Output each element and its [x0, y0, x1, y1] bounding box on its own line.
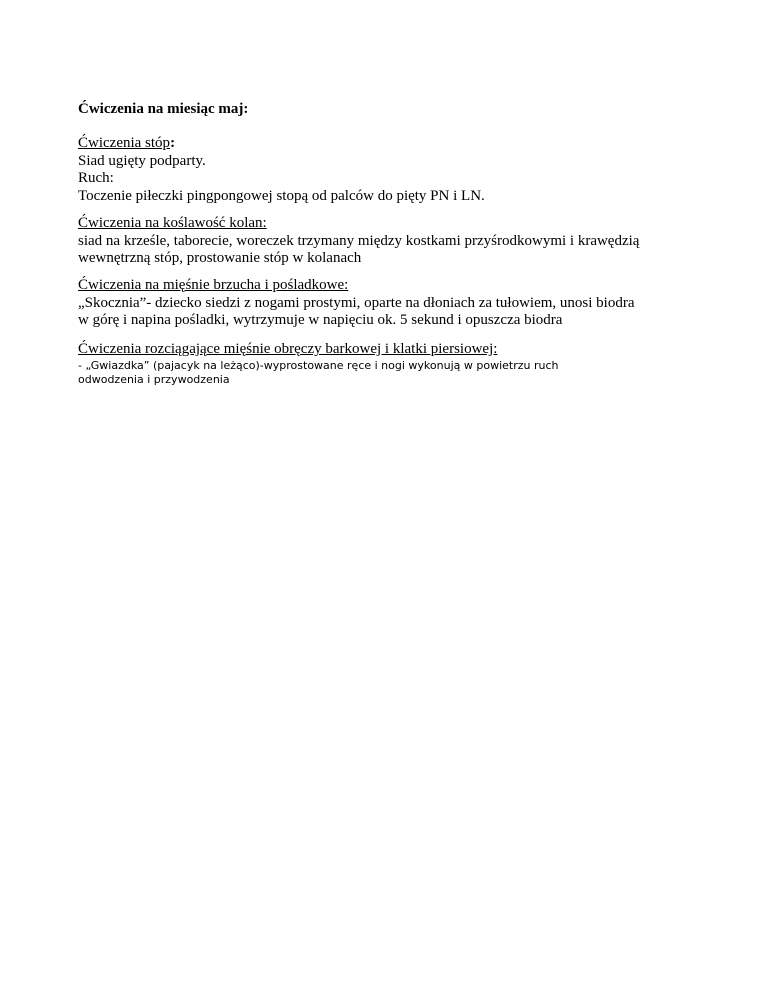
section-text-line: Ruch: — [78, 170, 114, 186]
section-foot-exercises — [78, 135, 698, 205]
section-heading: Ćwiczenia na koślawość kolan: — [78, 215, 267, 231]
section-text-line: - „Gwiazdka” (pajacyk na leżąco)-wyprostowane ręce i nogi wykonują w powietrzu ruch — [78, 358, 559, 372]
section-heading — [78, 135, 698, 153]
section-text-line: odwodzenia i przywodzenia — [78, 372, 230, 386]
section-abdominal-exercises — [78, 277, 698, 330]
section-heading: Ćwiczenia rozciągające mięśnie obręczy barkowej i klatki piersiowej: — [78, 341, 498, 357]
section-stretching-exercises — [78, 341, 698, 387]
section-text-line: wewnętrzną stóp, prostowanie stóp w kolanach — [78, 250, 362, 266]
section-text-line: Siad ugięty podparty. — [78, 152, 206, 169]
document-title: Ćwiczenia na miesiąc maj: — [78, 101, 249, 117]
section-knee-exercises — [78, 215, 698, 268]
section-text-line: Toczenie piłeczki pingpongowej stopą od palców do pięty PN i LN. — [78, 187, 485, 204]
section-text-line: „Skocznia”- dziecko siedzi z nogami prostymi, oparte na dłoniach za tułowiem, unosi biodra — [78, 294, 635, 311]
section-text-line: w górę i napina pośladki, wytrzymuje w napięciu ok. 5 sekund i opuszcza biodra — [78, 312, 563, 328]
section-heading-text: Ćwiczenia stóp — [78, 135, 171, 151]
section-text-line: siad na krześle, taborecie, woreczek trzymany między kostkami przyśrodkowymi i krawędzią — [78, 232, 640, 249]
section-heading: Ćwiczenia na mięśnie brzucha i pośladkowe: — [78, 277, 349, 293]
section-heading-colon: : — [170, 135, 176, 151]
